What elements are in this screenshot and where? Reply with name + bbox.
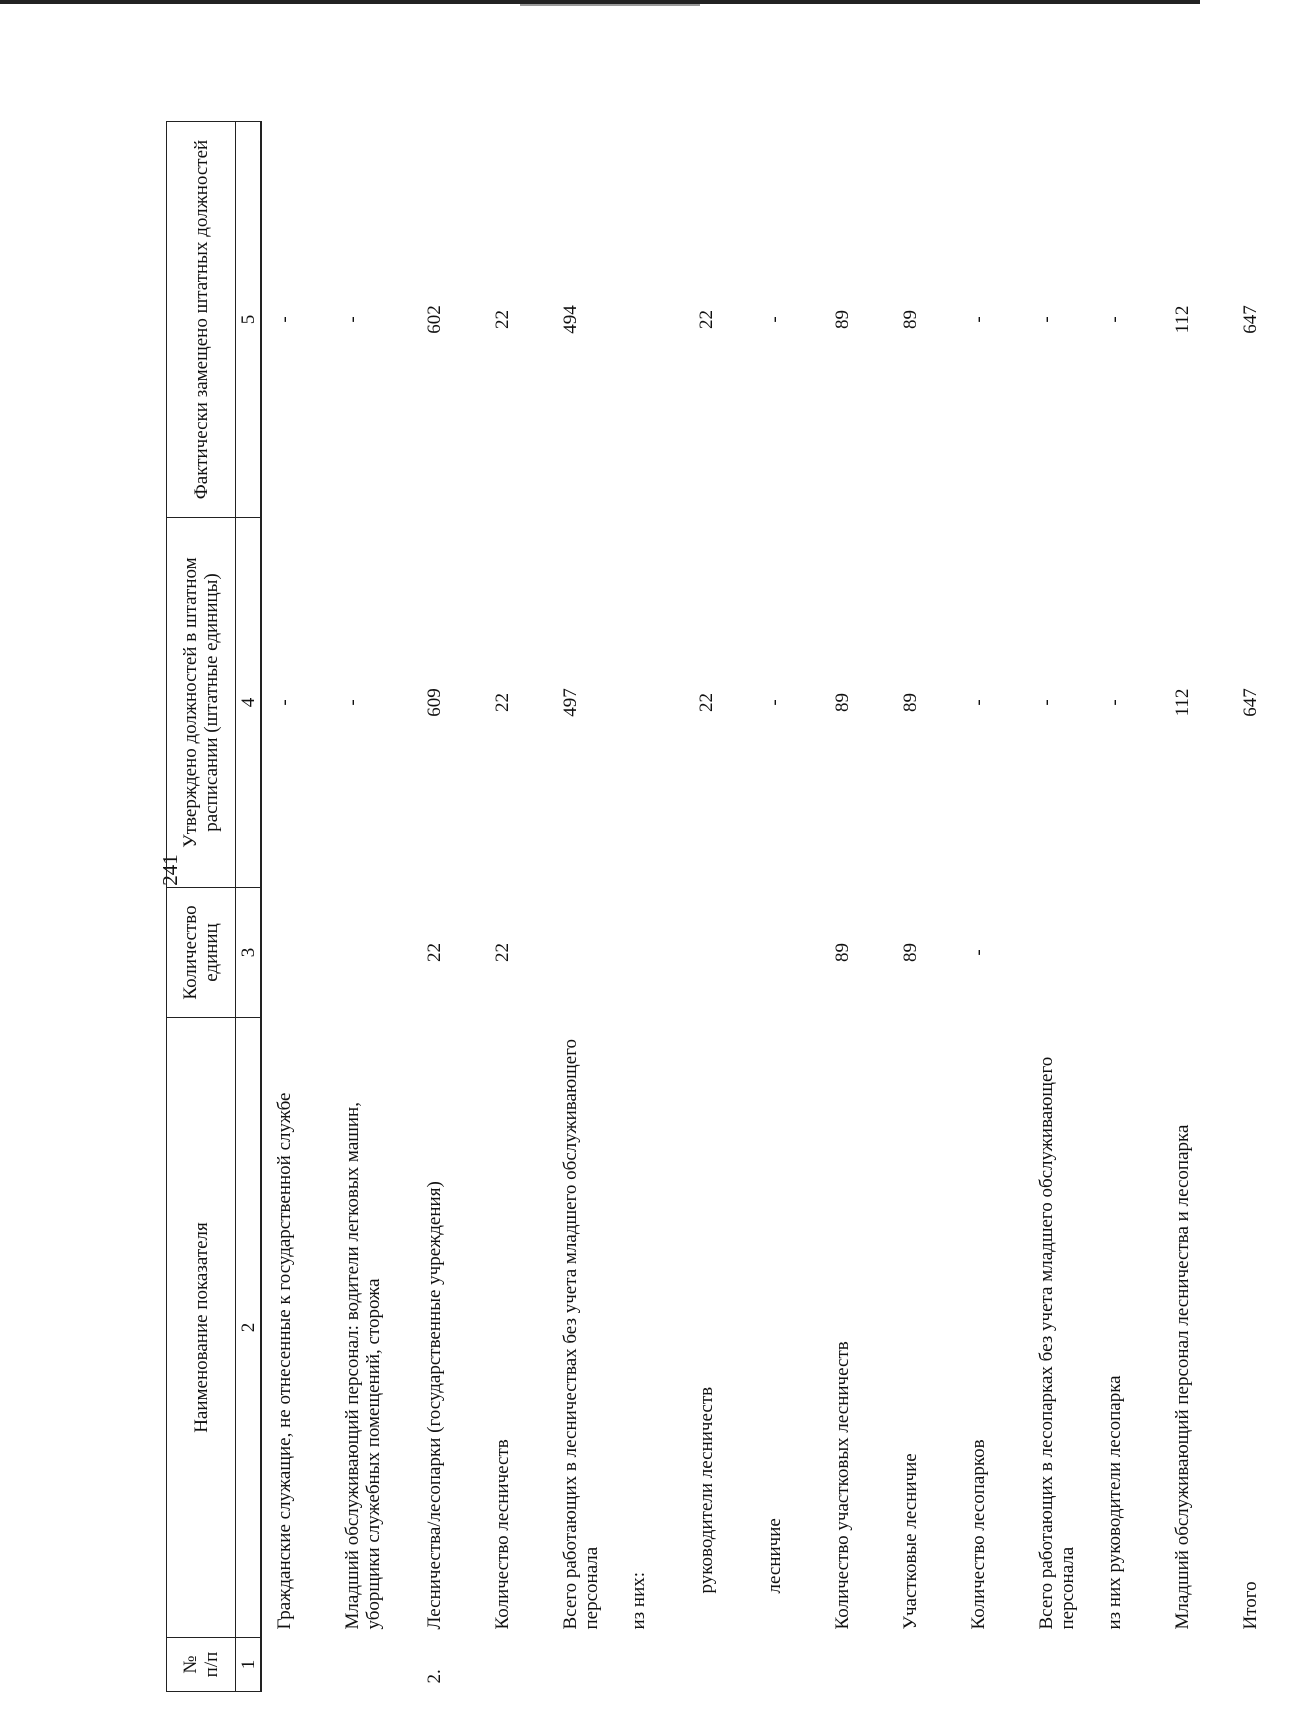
header-actual: Фактически замещено штатных должностей	[167, 122, 236, 518]
table-row	[616, 122, 684, 1692]
header-count: Количество единиц	[167, 888, 236, 1018]
header-row	[167, 122, 236, 1692]
row-approved: -	[764, 699, 785, 706]
row-approved: 22	[696, 693, 717, 712]
row-actual: 89	[832, 310, 853, 329]
row-actual: -	[764, 316, 785, 323]
row-count	[684, 888, 752, 1018]
table-row	[684, 122, 752, 1692]
row-name: Всего работающих в лесничествах без учета младшего обслуживающего персонала	[560, 1038, 602, 1630]
scan-edge-mark	[520, 4, 700, 6]
row-actual: -	[1036, 316, 1057, 323]
row-actual: 602	[424, 305, 445, 334]
row-name: Участковые лесничие	[900, 1453, 921, 1630]
row-actual: -	[968, 316, 989, 323]
row-number	[1092, 1638, 1160, 1692]
row-count	[616, 888, 684, 1018]
row-actual	[616, 122, 684, 518]
row-actual: 22	[492, 310, 513, 329]
row-name: Младший обслуживающий персонал: водители легковых машин, уборщики служебных помещений, сторожа	[342, 1102, 384, 1630]
row-name: Лесничества/лесопарки (государственные учреждения)	[424, 1181, 445, 1630]
row-count: 89	[900, 943, 921, 962]
row-number	[820, 1638, 888, 1692]
row-actual: -	[342, 316, 363, 323]
row-number	[1160, 1638, 1228, 1692]
row-count: 89	[832, 943, 853, 962]
row-approved: 22	[492, 693, 513, 712]
table-row	[480, 122, 548, 1692]
row-number	[616, 1638, 684, 1692]
row-name: Гражданские служащие, не отнесенные к государственной службе	[274, 1092, 295, 1630]
row-name: из них:	[628, 1571, 649, 1630]
staffing-table	[166, 121, 1296, 1692]
row-count: -	[968, 949, 989, 956]
row-approved	[616, 518, 684, 888]
row-name: Количество лесопарков	[968, 1439, 989, 1630]
row-name: Итого	[1240, 1581, 1261, 1630]
row-number	[330, 1638, 412, 1692]
row-count	[1092, 888, 1160, 1018]
table-row	[1024, 122, 1092, 1692]
table-row	[1160, 122, 1228, 1692]
row-approved: -	[968, 699, 989, 706]
row-actual: 22	[696, 310, 717, 329]
row-name: лесничие	[764, 1518, 785, 1594]
row-count	[1228, 888, 1296, 1018]
row-approved: 89	[900, 693, 921, 712]
row-name: Всего работающих в лесопарках без учета младшего обслуживающего персонала	[1036, 1056, 1078, 1630]
row-number	[548, 1638, 616, 1692]
row-approved: 609	[424, 688, 445, 717]
row-number	[1228, 1638, 1296, 1692]
row-actual: 494	[560, 305, 581, 334]
row-count	[752, 888, 820, 1018]
table-row	[820, 122, 888, 1692]
row-number	[684, 1638, 752, 1692]
row-actual: 112	[1172, 305, 1193, 334]
row-approved: 112	[1172, 688, 1193, 717]
row-number	[261, 1638, 330, 1692]
table-row	[261, 122, 330, 1692]
row-approved: -	[1036, 699, 1057, 706]
header-approved: Утверждено должностей в штатном расписании (штатные единицы)	[167, 518, 236, 888]
row-number	[956, 1638, 1024, 1692]
table-row	[1228, 122, 1296, 1692]
row-actual: 647	[1240, 305, 1261, 334]
row-name: Количество участковых лесничеств	[832, 1341, 853, 1630]
row-name: Количество лесничеств	[492, 1439, 513, 1630]
row-count	[1024, 888, 1092, 1018]
table-row	[888, 122, 956, 1692]
row-actual: 89	[900, 310, 921, 329]
col-number: 4	[236, 518, 262, 888]
col-number: 3	[236, 888, 262, 1018]
row-count	[1160, 888, 1228, 1018]
row-number	[752, 1638, 820, 1692]
row-approved: -	[274, 699, 295, 706]
row-number	[888, 1638, 956, 1692]
rotated-table-container	[166, 122, 1261, 1692]
table-row	[1092, 122, 1160, 1692]
row-number	[1024, 1638, 1092, 1692]
row-name: Младший обслуживающий персонал лесничества и лесопарка	[1172, 1124, 1193, 1630]
row-approved: -	[342, 699, 363, 706]
table-row	[956, 122, 1024, 1692]
row-approved: -	[1104, 699, 1125, 706]
page-number: 241	[158, 854, 182, 886]
row-approved: 497	[560, 688, 581, 717]
table-row	[752, 122, 820, 1692]
row-number	[480, 1638, 548, 1692]
row-name: из них руководители лесопарка	[1104, 1375, 1125, 1630]
row-actual: -	[1104, 316, 1125, 323]
header-number-row	[236, 122, 262, 1692]
row-count: 22	[492, 943, 513, 962]
row-actual: -	[274, 316, 295, 323]
row-approved: 89	[832, 693, 853, 712]
row-approved: 647	[1240, 688, 1261, 717]
header-no: № п/п	[167, 1638, 236, 1692]
col-number: 5	[236, 122, 262, 518]
header-name: Наименование показателя	[167, 1018, 236, 1638]
table-row	[548, 122, 616, 1692]
col-number: 2	[236, 1018, 262, 1638]
row-number: 2.	[424, 1669, 445, 1684]
row-count	[261, 888, 330, 1018]
row-count	[548, 888, 616, 1018]
row-count: 22	[424, 943, 445, 962]
table-row	[412, 122, 480, 1692]
table-row	[330, 122, 412, 1692]
col-number: 1	[236, 1638, 262, 1692]
row-count	[330, 888, 412, 1018]
row-name: руководители лесничеств	[696, 1386, 717, 1594]
